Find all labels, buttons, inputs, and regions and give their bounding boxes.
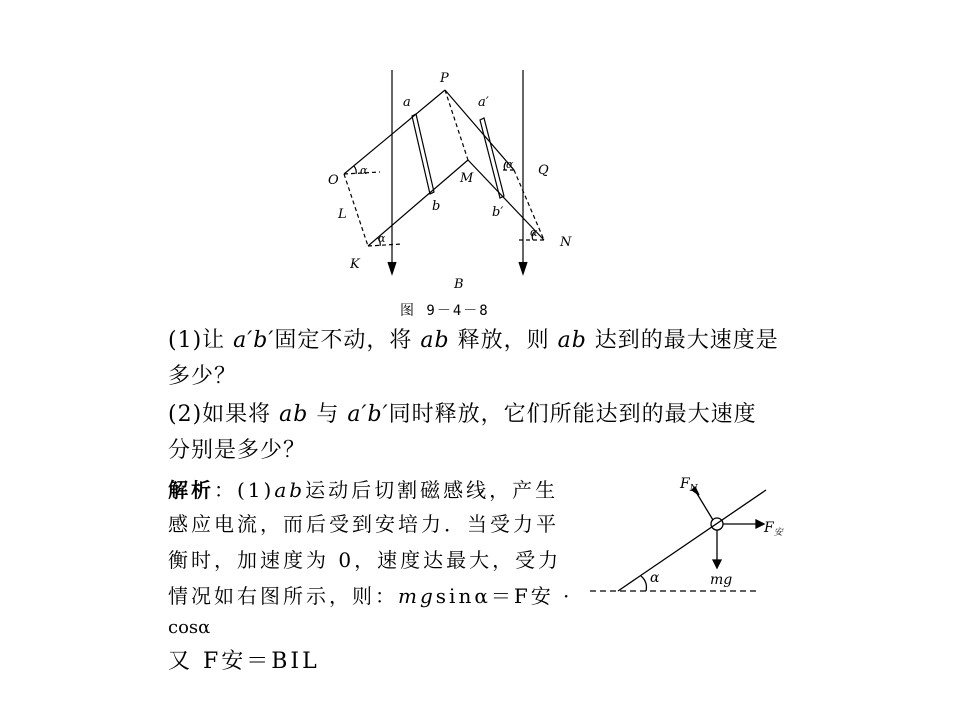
force-diagram: [588, 470, 783, 600]
label-N: N: [560, 235, 572, 250]
solution-line-4: 情况如右图所示，则：mgsinα＝F安 ·: [168, 584, 573, 608]
question-1-line-1: (1)让 a′b′固定不动，将 ab 释放，则 ab 达到的最大速度是: [168, 328, 779, 353]
rail-OP: [344, 90, 445, 174]
figure-caption: 图 9－4－8: [400, 303, 490, 319]
label-alpha-N: α: [530, 226, 538, 239]
rod-ab: [412, 114, 434, 194]
incline-line: [618, 490, 766, 591]
label-alpha: α: [650, 570, 660, 586]
label-alpha-Q: α: [506, 158, 514, 171]
solution-line-5: cosα: [168, 617, 211, 638]
angle-arc: [641, 576, 646, 591]
edge-OK: [344, 174, 368, 246]
solution-label: 解析: [168, 478, 214, 502]
label-b: b: [432, 199, 441, 214]
label-b-prime: b′: [492, 205, 504, 220]
label-O: O: [328, 173, 339, 188]
edge-PM: [445, 90, 468, 160]
question-2-line-1: (2)如果将 ab 与 a′b′同时释放，它们所能达到的最大速度: [168, 402, 757, 427]
label-M: M: [460, 171, 474, 186]
label-P: P: [440, 71, 449, 86]
label-alpha-O: α: [360, 164, 368, 177]
circuit-figure: [320, 62, 590, 302]
question-1-line-2: 多少？: [168, 364, 238, 389]
question-2-line-2: 分别是多少？: [168, 438, 307, 463]
solution-line-1: 解析：(1)ab运动后切割磁感线，产生: [168, 478, 559, 502]
label-a: a: [403, 95, 411, 110]
label-FN: $F_N$: [680, 476, 698, 494]
label-a-prime: a′: [478, 95, 489, 110]
label-K: K: [350, 257, 360, 272]
solution-line-2: 感应电流，而后受到安培力．当受力平: [168, 512, 559, 536]
label-alpha-K: α: [378, 232, 386, 245]
label-L: L: [338, 207, 347, 222]
solution-line-6: 又 F安＝BIL: [168, 649, 320, 674]
solution-line-3: 衡时，加速度为 0，速度达最大，受力: [168, 548, 562, 572]
label-Q: Q: [538, 163, 549, 178]
label-B: B: [454, 277, 464, 292]
arrow-FN: [696, 492, 713, 520]
label-mg: mg: [710, 572, 733, 588]
edge-QN: [514, 170, 544, 240]
label-Fan: $F_安$: [764, 520, 783, 538]
